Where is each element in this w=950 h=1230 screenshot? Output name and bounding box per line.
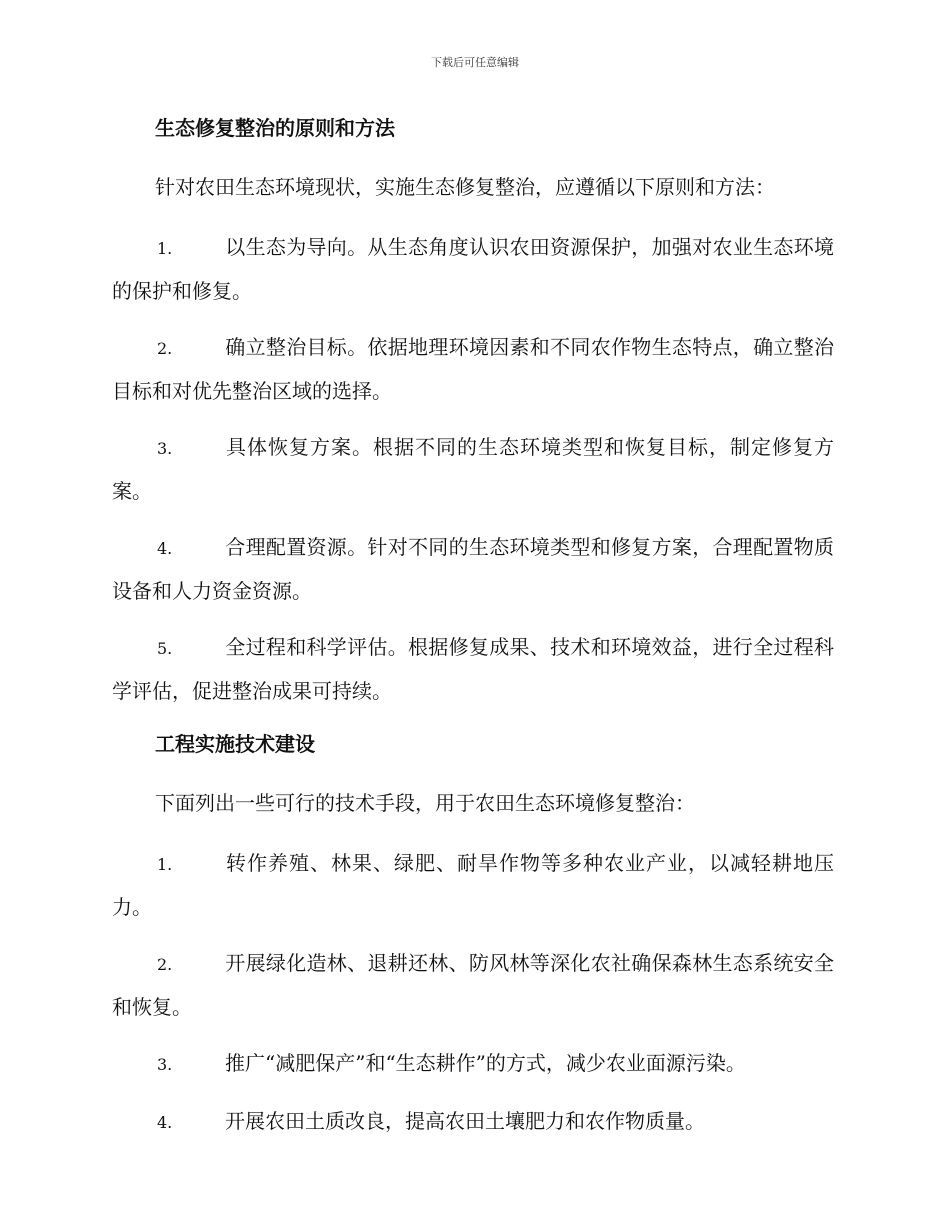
list-item bbox=[112, 1042, 834, 1086]
list-item bbox=[112, 426, 834, 512]
list-item-number: 2. bbox=[157, 339, 173, 358]
list-item-number: 3. bbox=[157, 439, 173, 458]
list-item bbox=[112, 626, 834, 712]
section-intro-engineering: 下面列出一些可行的技术手段，用于农田生态环境修复整治： bbox=[155, 791, 695, 815]
section-heading-engineering: 工程实施技术建设 bbox=[155, 732, 315, 756]
page-header: 下载后可任意编辑 bbox=[431, 56, 519, 69]
list-item-number: 3. bbox=[157, 1055, 173, 1074]
list-item-text: 确立整治目标。依据地理环境因素和不同农作物生态特点，确立整治目标和对优先整治区域的选择。 bbox=[112, 335, 834, 403]
list-item-text: 具体恢复方案。根据不同的生态环境类型和恢复目标，制定修复方案。 bbox=[112, 435, 834, 503]
list-item-text: 以生态为导向。从生态角度认识农田资源保护，加强对农业生态环境的保护和修复。 bbox=[112, 235, 834, 303]
list-item bbox=[112, 842, 834, 928]
list-item-number: 2. bbox=[157, 955, 173, 974]
list-item-number: 1. bbox=[157, 855, 173, 874]
list-item-number: 4. bbox=[157, 539, 173, 558]
document-body bbox=[112, 110, 834, 1158]
list-item bbox=[112, 326, 834, 412]
list-item-text: 开展农田土质改良，提高农田土壤肥力和农作物质量。 bbox=[225, 1109, 705, 1133]
section-heading-principles: 生态修复整治的原则和方法 bbox=[155, 116, 395, 140]
list-item bbox=[112, 942, 834, 1028]
list-item-text: 推广“减肥保产”和“生态耕作”的方式，减少农业面源污染。 bbox=[225, 1051, 746, 1075]
list-item-text: 转作养殖、林果、绿肥、耐旱作物等多种农业产业，以减轻耕地压力。 bbox=[112, 851, 834, 919]
list-item-text: 开展绿化造林、退耕还林、防风林等深化农社确保森林生态系统安全和恢复。 bbox=[112, 951, 834, 1019]
list-item bbox=[112, 226, 834, 312]
list-item-number: 5. bbox=[157, 639, 173, 658]
list-item-text: 全过程和科学评估。根据修复成果、技术和环境效益，进行全过程科学评估，促进整治成果可持续。 bbox=[112, 635, 834, 703]
section-intro-principles: 针对农田生态环境现状，实施生态修复整治，应遵循以下原则和方法： bbox=[155, 175, 775, 199]
list-item-number: 1. bbox=[157, 239, 173, 258]
list-item-number: 4. bbox=[157, 1113, 173, 1132]
list-item-text: 合理配置资源。针对不同的生态环境类型和修复方案，合理配置物质设备和人力资金资源。 bbox=[112, 535, 834, 603]
list-item bbox=[112, 1100, 834, 1144]
list-item bbox=[112, 526, 834, 612]
